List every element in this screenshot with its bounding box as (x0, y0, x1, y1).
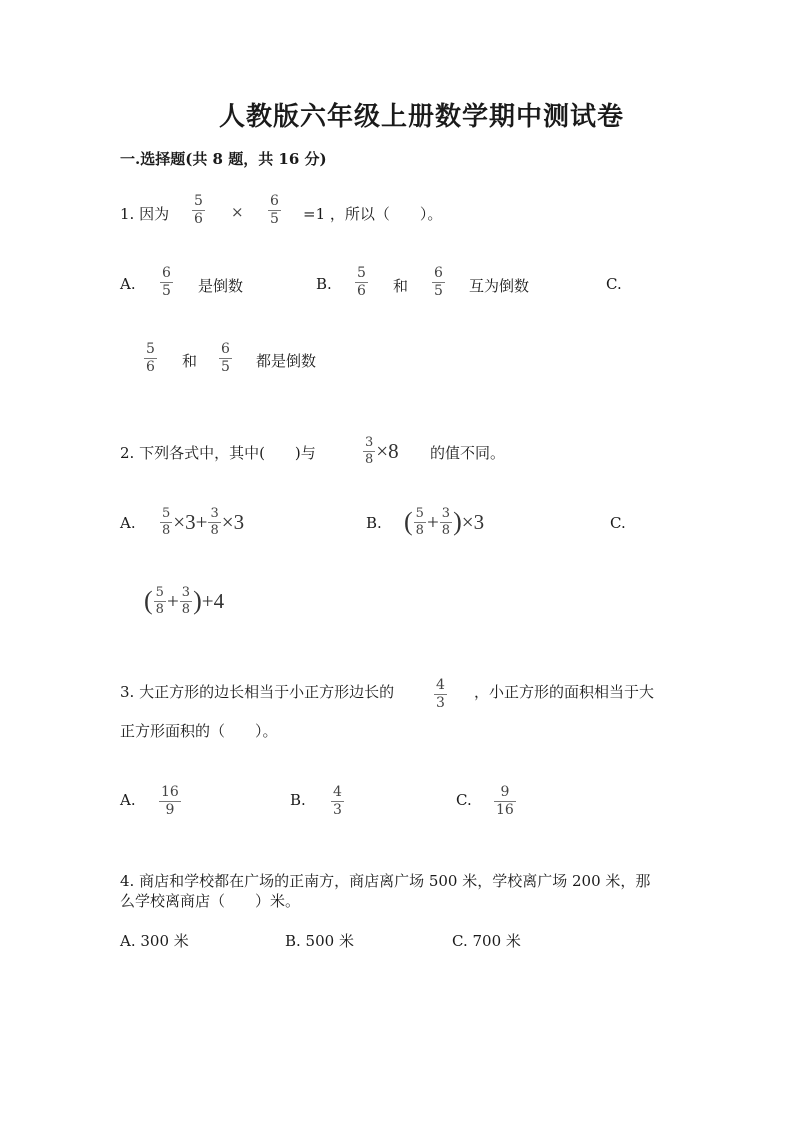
q1-fraction-1 (192, 194, 205, 226)
q2-tail: 的值不同。 (430, 444, 506, 462)
q3-option-c-fraction: 9 16 (496, 784, 514, 818)
q3-option-a-fraction: 16 9 (161, 784, 179, 818)
q3-lead: 3. 大正方形的边长相当于小正方形边长的 (120, 683, 395, 701)
q2-option-a-expression: $\frac{5}{8}$ ×3+ $\frac{3}{8}$ ×3 (162, 506, 245, 538)
q2-lead: 2. 下列各式中，其中( )与 (120, 444, 316, 462)
q1-option-b-fraction-1: 5 6 (357, 265, 366, 299)
q1-lead: 1. 因为 (120, 205, 170, 223)
q2-expression: $\frac{3}{8}$ ×8 (365, 435, 399, 467)
q3-fraction: 4 3 (436, 677, 445, 711)
q1-option-b-fraction-2: 6 5 (434, 265, 443, 299)
numerator: 5 (194, 193, 203, 209)
section-heading: 一.选择题(共 8 题，共 16 分) (120, 150, 327, 168)
q1-tail: =1 ，所以（ ）。 (303, 205, 443, 223)
q1-fraction-2 (268, 194, 281, 226)
q1-option-b-text: 互为倒数 (469, 277, 530, 295)
numerator: 6 (270, 193, 279, 209)
denominator: 6 (194, 210, 203, 227)
q1-option-b-and: 和 (393, 277, 409, 295)
q3-option-a-label[interactable]: A. (120, 791, 136, 809)
q1-option-a-text: 是倒数 (198, 277, 244, 295)
q2-option-c-label[interactable]: C. (610, 514, 626, 532)
q4-line-1: 4. 商店和学校都在广场的正南方，商店离广场 500 米，学校离广场 200 米，那 (120, 872, 651, 890)
q1-option-c-label[interactable]: C. (606, 275, 622, 293)
q3-option-b-fraction: 4 3 (333, 784, 342, 818)
denominator: 5 (270, 210, 279, 227)
q4-line-2: 么学校离商店（ ）米。 (120, 892, 301, 910)
q3-option-c-label[interactable]: C. (456, 791, 472, 809)
q1-option-c-fraction-2: 6 5 (221, 341, 230, 375)
q3-line-2: 正方形面积的（ ）。 (120, 722, 278, 740)
q3-tail: ，小正方形的面积相当于大 (474, 683, 655, 701)
q1-option-b-label[interactable]: B. (316, 275, 332, 293)
times-sign: × (231, 203, 244, 221)
q1-option-c-and: 和 (182, 352, 198, 370)
q1-option-c-text: 都是倒数 (256, 352, 317, 370)
q1-option-a-fraction: 6 5 (162, 265, 171, 299)
q2-option-a-label[interactable]: A. (120, 514, 136, 532)
page-title: 人教版六年级上册数学期中测试卷 (219, 102, 625, 132)
q2-option-c-expression: ( $\frac{5}{8}$ + $\frac{3}{8}$ ) +4 (144, 585, 225, 617)
q4-option-c[interactable]: C. 700 米 (452, 932, 521, 950)
q1-option-a-label[interactable]: A. (120, 275, 136, 293)
q4-option-b[interactable]: B. 500 米 (285, 932, 354, 950)
q4-option-a[interactable]: A. 300 米 (120, 932, 189, 950)
q1-option-c-fraction-1: 5 6 (146, 341, 155, 375)
q3-option-b-label[interactable]: B. (290, 791, 306, 809)
q2-option-b-expression: ( $\frac{5}{8}$ + $\frac{3}{8}$ ) ×3 (404, 506, 485, 538)
q2-option-b-label[interactable]: B. (366, 514, 382, 532)
